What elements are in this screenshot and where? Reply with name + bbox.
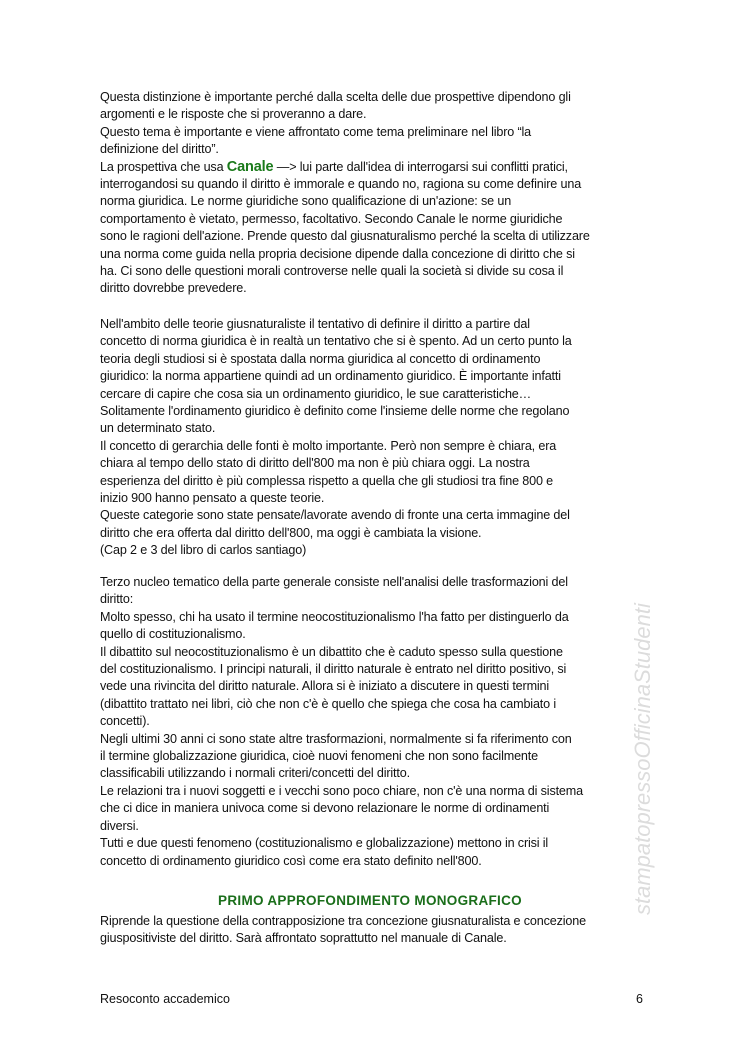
text-line: norma giuridica. Le norme giuridiche sono qualificazione di un'azione: se un — [100, 194, 512, 209]
text-line: inizio 900 hanno pensato a queste teorie. — [100, 491, 325, 506]
text-line: diversi. — [100, 818, 139, 833]
text-line: Nell'ambito delle teorie giusnaturaliste il tentativo di definire il diritto a partire dal — [100, 317, 530, 331]
text-line: quello di costituzionalismo. — [100, 627, 246, 642]
text-line: argomenti e le risposte che si proveranno a dare. — [100, 107, 367, 122]
text-line: Questa distinzione è importante perché dalla scelta delle due prospettive dipendono gli — [100, 90, 571, 104]
watermark: stampatopressoOfficinaStudenti — [630, 603, 655, 915]
text-line: interrogandosi su quando il diritto è immorale e quando no, ragiona su come definire una — [100, 177, 582, 192]
text-line: chiara al tempo dello stato di diritto dell'800 ma non è più chiara oggi. La nostra — [100, 456, 530, 471]
text-line: (dibattito trattato nei libri, ciò che non c'è è quello che spiega che cosa ha cambiato i — [100, 696, 557, 711]
text-line: ha. Ci sono delle questioni morali controverse nelle quali la società si divide su cosa il — [100, 264, 564, 279]
text-line: Negli ultimi 30 anni ci sono state altre trasformazioni, normalmente si fa riferimento con — [100, 731, 572, 746]
text-line: una norma come guida nella propria decisione dipende dalla concezione di diritto che si — [100, 246, 575, 261]
text-line: Tutti e due questi fenomeno (costituzionalismo e globalizzazione) mettono in crisi il — [100, 836, 549, 851]
text-line: diritto che era offerta dal diritto dell'800, ma oggi è cambiata la visione. — [100, 525, 482, 540]
text: La prospettiva che usa — [100, 159, 227, 174]
text-line: Riprende la questione della contrapposizione tra concezione giusnaturalista e concezione — [100, 914, 586, 928]
footer-title: Resoconto accademico — [100, 992, 230, 1006]
section-heading: PRIMO APPROFONDIMENTO MONOGRAFICO — [218, 893, 522, 908]
page-number: 6 — [636, 992, 643, 1006]
text-line: Queste categorie sono state pensate/lavorate avendo di fronte una certa immagine del — [100, 508, 570, 523]
text-line: diritto: — [100, 592, 134, 607]
text-line: Molto spesso, chi ha usato il termine neocostituzionalismo l'ha fatto per distinguerlo da — [100, 609, 569, 624]
text-line: sono le ragioni dell'azione. Prende questo dal giusnaturalismo perché la scelta di utilizzare — [100, 229, 590, 244]
text-line: esperienza del diritto è più complessa rispetto a quella che gli studiosi tra fine 800 e — [100, 473, 554, 488]
paragraph-ordinamento — [100, 316, 660, 560]
text-line: un determinato stato. — [100, 421, 216, 436]
text-line — [100, 159, 660, 176]
text-line: Le relazioni tra i nuovi soggetti e i vecchi sono poco chiare, non c'è una norma di sistema — [100, 783, 583, 798]
text-line: concetto di norma giuridica è in realtà un tentativo che si è spento. Ad un certo punto la — [100, 334, 572, 349]
text-line: (Cap 2 e 3 del libro di carlos santiago) — [100, 543, 307, 558]
text-line: cercare di capire che cosa sia un ordinamento giuridico, le sue caratteristiche… — [100, 386, 532, 401]
text-line: concetto di ordinamento giuridico così come era stato definito nell'800. — [100, 853, 482, 868]
text-line: concetti). — [100, 714, 150, 729]
text-line: Il dibattito sul neocostituzionalismo è un dibattito che è caduto spesso sulla questione — [100, 644, 563, 659]
text-line: classificabili utilizzando i normali criteri/concetti del diritto. — [100, 766, 410, 781]
text-line: definizione del diritto”. — [100, 142, 219, 157]
text-line: Questo tema è importante e viene affrontato come tema preliminare nel libro “la — [100, 124, 532, 139]
text-line: il termine globalizzazione giuridica, cioè nuovi fenomeni che non sono facilmente — [100, 749, 538, 764]
text-line: Terzo nucleo tematico della parte generale consiste nell'analisi delle trasformazioni del — [100, 575, 568, 589]
text-line: Solitamente l'ordinamento giuridico è definito come l'insieme delle norme che regolano — [100, 404, 570, 419]
paragraph-trasformazioni — [100, 574, 660, 870]
text: —> lui parte dall'idea di interrogarsi sui conflitti pratici, — [273, 159, 568, 174]
text-line: del costituzionalismo. I principi naturali, il diritto naturale è entrato nel diritto positivo, si — [100, 662, 567, 677]
text-line: Il concetto di gerarchia delle fonti è molto importante. Però non sempre è chiara, era — [100, 438, 557, 453]
text-line: teoria degli studiosi si è spostata dalla norma giuridica al concetto di ordinamento — [100, 351, 541, 366]
text-line: comportamento è vietato, permesso, facoltativo. Secondo Canale le norme giuridiche — [100, 211, 563, 226]
text-line: giuspositiviste del diritto. Sarà affrontato soprattutto nel manuale di Canale. — [100, 931, 507, 946]
text-line: vede una rivincita del diritto naturale. Allora si è iniziato a discutere in questi termini — [100, 679, 550, 694]
text-line: giuridico: la norma appartiene quindi ad un ordinamento giuridico. È importante infatti — [100, 369, 561, 384]
paragraph-intro — [100, 89, 660, 298]
highlight-canale: Canale — [226, 158, 274, 175]
paragraph-monografico — [100, 913, 660, 948]
text-line: che ci dice in maniera univoca come si devono relazionare le norme di ordinamenti — [100, 801, 550, 816]
text-line: diritto dovrebbe prevedere. — [100, 281, 247, 296]
